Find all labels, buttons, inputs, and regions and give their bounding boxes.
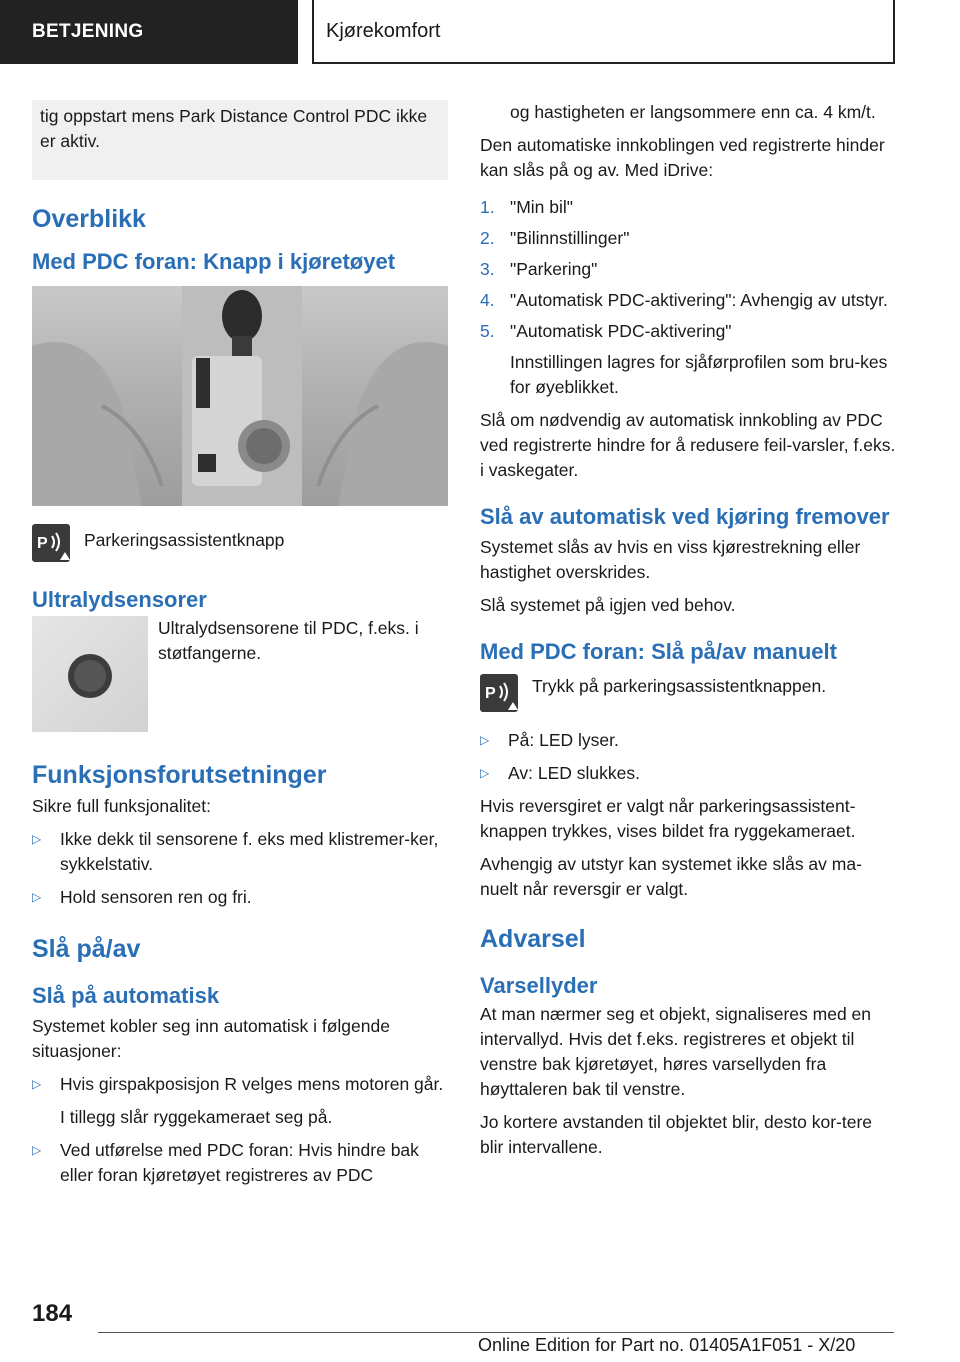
auto-on-item-extra: I tillegg slår ryggekameraet seg på. bbox=[60, 1107, 333, 1127]
manual-text: Trykk på parkeringsassistentknappen. bbox=[532, 676, 827, 696]
step-number: 4. bbox=[480, 290, 495, 310]
auto-off-text2: Slå systemet på igjen ved behov. bbox=[480, 595, 736, 615]
left-column bbox=[32, 100, 448, 1196]
continuation-text: og hastigheten er langsommere enn ca. 4 km/t. bbox=[510, 102, 876, 122]
svg-text:P: P bbox=[485, 685, 496, 702]
requirements-item: Ikke dekk til sensorene f. eks med klistremer-ker, sykkelstativ. bbox=[60, 829, 439, 874]
triangle-bullet-icon: ▷ bbox=[32, 1077, 42, 1091]
manual-heading: Med PDC foran: Slå på/av manuelt bbox=[480, 639, 837, 664]
manual-text3: Avhengig av utstyr kan systemet ikke slås av ma-nuelt når reversgir er valgt. bbox=[480, 854, 862, 899]
header-section bbox=[0, 0, 298, 64]
warning-text1: At man nærmer seg et objekt, signaliseres med en intervallyd. Hvis det f.eks. registreres et objekt til venstre bak kjøretøyet, høres varsellyden fra høyttaleren bak til venstre. bbox=[480, 1004, 872, 1099]
ultrasonic-sensor-image bbox=[32, 616, 148, 732]
triangle-bullet-icon: ▷ bbox=[32, 1143, 42, 1157]
list-item bbox=[32, 885, 448, 910]
manual-item: Av: LED slukkes. bbox=[508, 763, 640, 783]
triangle-bullet-icon: ▷ bbox=[32, 832, 42, 846]
onoff-heading: Slå på/av bbox=[32, 935, 141, 963]
auto-off-text1: Systemet slås av hvis en viss kjørestrekning eller hastighet overskrides. bbox=[480, 537, 861, 582]
triangle-bullet-icon: ▷ bbox=[480, 733, 490, 747]
manual-item: På: LED lyser. bbox=[508, 730, 619, 750]
list-item bbox=[480, 761, 896, 786]
list-item bbox=[32, 1138, 448, 1188]
list-item bbox=[480, 728, 896, 753]
auto-on-item: Ved utførelse med PDC foran: Hvis hindre bak eller foran kjøretøyet registreres av PDC bbox=[60, 1140, 419, 1185]
triangle-bullet-icon: ▷ bbox=[480, 766, 490, 780]
step-text: "Parkering" bbox=[510, 259, 598, 279]
manual-text2: Hvis reversgiret er valgt når parkeringsassistent-knappen trykkes, vises bildet fra ryggekameraet. bbox=[480, 796, 856, 841]
list-item bbox=[480, 195, 896, 220]
overblikk-heading: Overblikk bbox=[32, 205, 146, 233]
step5-extra: Innstillingen lagres for sjåførprofilen som bru-kes for øyeblikket. bbox=[510, 352, 888, 397]
warning-subheading: Varsellyder bbox=[480, 973, 598, 998]
auto-text: Den automatiske innkoblingen ved registrerte hinder kan slås på og av. Med iDrive: bbox=[480, 135, 885, 180]
parking-assist-button-icon bbox=[480, 674, 518, 712]
auto-on-heading: Slå på automatisk bbox=[32, 983, 220, 1008]
ultrasonic-text: Ultralydsensorene til PDC, f.eks. i støtfangerne. bbox=[158, 618, 419, 663]
list-item bbox=[480, 257, 896, 282]
after-steps: Slå om nødvendig av automatisk innkobling av PDC ved registrerte hindre for å redusere feil-varsler, f.eks. i vaskegater. bbox=[480, 410, 896, 480]
auto-on-text: Systemet kobler seg inn automatisk i følgende situasjoner: bbox=[32, 1016, 390, 1061]
list-item bbox=[480, 226, 896, 251]
list-item bbox=[480, 319, 896, 344]
ultrasonic-heading: Ultralydsensorer bbox=[32, 587, 207, 612]
list-item bbox=[480, 288, 896, 313]
header-chapter-label: Kjørekomfort bbox=[326, 19, 441, 42]
header-section-label: BETJENING bbox=[32, 21, 144, 42]
step-text: "Automatisk PDC-aktivering": Avhengig av utstyr. bbox=[510, 290, 888, 310]
page-number: 184 bbox=[32, 1300, 73, 1327]
requirements-intro: Sikre full funksjonalitet: bbox=[32, 796, 211, 816]
pdc-front-heading: Med PDC foran: Knapp i kjøretøyet bbox=[32, 249, 396, 274]
auto-on-item: Hvis girspakposisjon R velges mens motoren går. bbox=[60, 1074, 444, 1094]
right-column bbox=[480, 100, 896, 1168]
header-chapter bbox=[312, 0, 895, 64]
requirements-item: Hold sensoren ren og fri. bbox=[60, 887, 252, 907]
triangle-bullet-icon: ▷ bbox=[32, 890, 42, 904]
interior-console-photo bbox=[32, 286, 448, 506]
step-text: "Automatisk PDC-aktivering" bbox=[510, 321, 732, 341]
continuation-note: tig oppstart mens Park Distance Control PDC ikke er aktiv. bbox=[32, 100, 448, 180]
parking-assist-button-icon bbox=[32, 524, 70, 562]
step-number: 2. bbox=[480, 228, 495, 248]
requirements-heading: Funksjonsforutsetninger bbox=[32, 761, 327, 789]
step-text: "Bilinnstillinger" bbox=[510, 228, 630, 248]
footer-edition: Online Edition for Part no. 01405A1F051 - X/20 bbox=[478, 1335, 856, 1355]
warning-text2: Jo kortere avstanden til objektet blir, desto kor-tere blir intervallene. bbox=[480, 1112, 873, 1157]
step-number: 5. bbox=[480, 321, 495, 341]
button-caption: Parkeringsassistentknapp bbox=[84, 530, 285, 550]
step-text: "Min bil" bbox=[510, 197, 573, 217]
warning-heading: Advarsel bbox=[480, 925, 586, 953]
svg-text:P: P bbox=[37, 535, 48, 552]
step-number: 3. bbox=[480, 259, 495, 279]
list-item bbox=[32, 1072, 448, 1097]
auto-off-heading: Slå av automatisk ved kjøring fremover bbox=[480, 504, 890, 529]
list-item bbox=[32, 827, 448, 877]
footer-divider bbox=[98, 1332, 894, 1333]
step-number: 1. bbox=[480, 197, 495, 217]
